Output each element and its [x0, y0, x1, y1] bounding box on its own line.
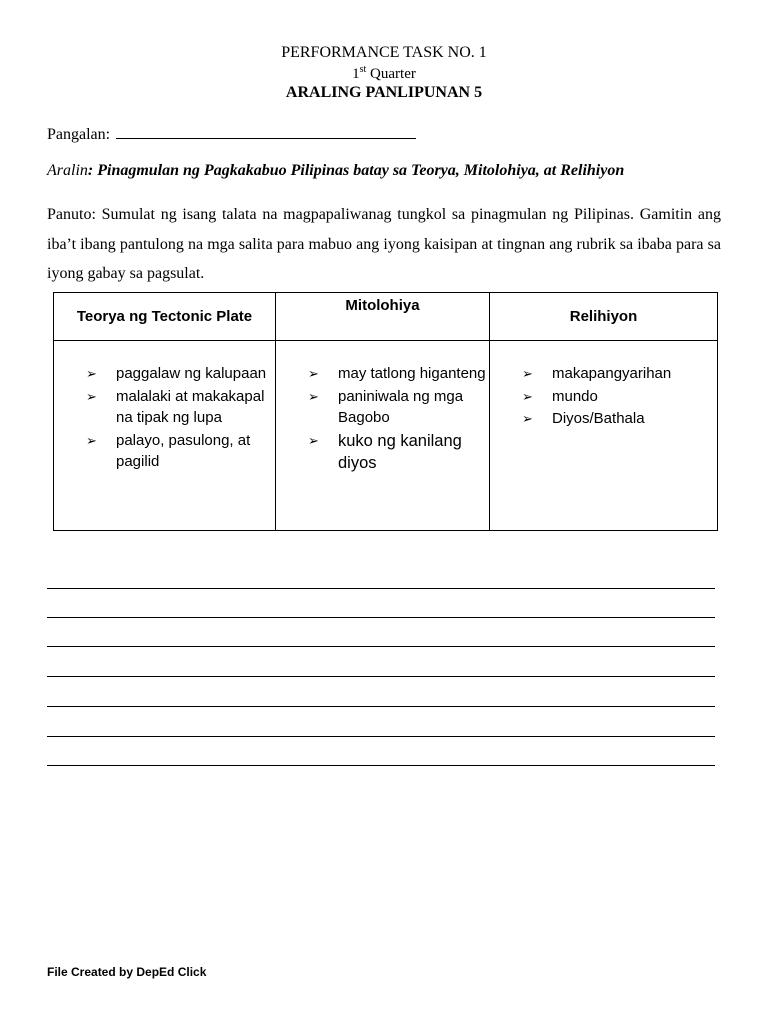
list-item: ➢ paggalaw ng kalupaan — [86, 363, 275, 385]
list-item: ➢ Diyos/Bathala — [522, 408, 717, 430]
table-header-row — [54, 293, 718, 341]
arrow-bullet-icon: ➢ — [308, 388, 319, 404]
lesson-topic: : Pinagmulan ng Pagkakabuo Pilipinas batay sa Teorya, Mitolohiya, at Relihiyon — [87, 162, 625, 179]
writing-line[interactable] — [47, 588, 715, 589]
quarter-text: Quarter — [370, 66, 416, 82]
guide-words-table — [53, 292, 718, 531]
name-row — [47, 124, 416, 144]
instructions-paragraph: Panuto: Sumulat ng isang talata na magpapaliwanag tungkol sa pinagmulan ng Pilipinas. Gamitin ang iba’t ibang pantulong na mga salita para mabuo ang iyong kaisipan at tingnan ang rubrik sa ibaba para sa iyong gabay sa pagsulat. — [47, 206, 721, 282]
writing-line[interactable] — [47, 676, 715, 677]
list-item: ➢ kuko ng kanilang diyos — [308, 431, 462, 472]
subject-title: ARALING PANLIPUNAN 5 — [285, 84, 483, 101]
quarter-number: 1 — [352, 66, 360, 82]
document-title: PERFORMANCE TASK NO. 1 — [281, 44, 487, 61]
header-tectonic-plate: Teorya ng Tectonic Plate — [54, 293, 276, 341]
arrow-bullet-icon: ➢ — [522, 411, 533, 426]
arrow-bullet-icon: ➢ — [308, 432, 319, 448]
arrow-bullet-icon: ➢ — [86, 432, 97, 448]
arrow-bullet-icon: ➢ — [522, 388, 533, 404]
mitolohiya-cell — [276, 341, 490, 531]
name-label: Pangalan: — [47, 126, 111, 143]
footer-credit: File Created by DepEd Click — [47, 965, 207, 979]
arrow-bullet-icon: ➢ — [522, 366, 533, 381]
quarter-label — [0, 64, 768, 83]
name-blank-line[interactable] — [116, 124, 416, 139]
table-body-row — [54, 341, 718, 531]
list-item: ➢ may tatlong higanteng — [308, 363, 489, 385]
relihiyon-cell — [490, 341, 718, 531]
arrow-bullet-icon: ➢ — [86, 366, 97, 381]
header-relihiyon: Relihiyon — [490, 293, 718, 341]
quarter-superscript: st — [359, 64, 367, 75]
writing-line[interactable] — [47, 646, 715, 647]
writing-line[interactable] — [47, 617, 715, 618]
list-item: ➢ mundo — [522, 386, 717, 408]
writing-line[interactable] — [47, 706, 715, 707]
list-item: ➢ palayo, pasulong, at pagilid — [86, 431, 251, 470]
arrow-bullet-icon: ➢ — [86, 388, 97, 404]
arrow-bullet-icon: ➢ — [308, 366, 319, 381]
writing-line[interactable] — [47, 736, 715, 737]
header-mitolohiya: Mitolohiya — [276, 293, 490, 341]
lesson-label: Aralin — [47, 162, 88, 179]
list-item: ➢ paniniwala ng mga Bagobo — [308, 387, 464, 426]
lesson-line — [47, 162, 624, 180]
tectonic-plate-cell — [54, 341, 276, 531]
list-item: ➢ makapangyarihan — [522, 363, 717, 385]
list-item: ➢ malalaki at makakapal na tipak ng lupa — [86, 387, 265, 426]
writing-line[interactable] — [47, 765, 715, 766]
